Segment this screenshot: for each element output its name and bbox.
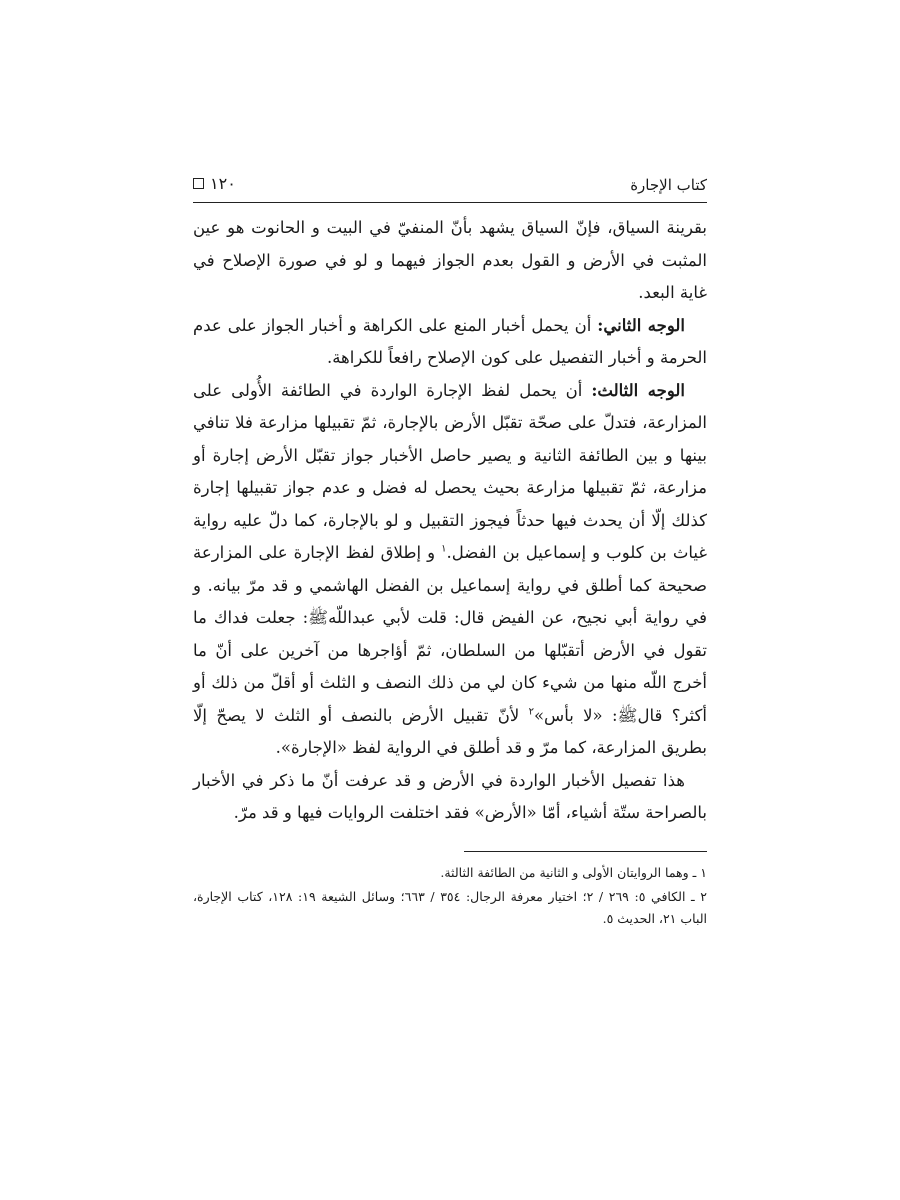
book-title: كتاب الإجارة: [630, 176, 707, 194]
section-label-second: الوجه الثاني:: [597, 315, 685, 335]
paragraph-3-text-c: : جعلت فداك ما تقول في الأرض أتقبّلها من السلطان، ثمّ أؤاجرها من آخرين على أنّ ما أخرج اللّه منها من شيء كان لي من ذلك النصف و الثلث أو أقلّ من ذلك أو أكثر؟ قال: [193, 608, 707, 725]
footnote-ref-2: ٢: [528, 706, 534, 717]
footnote-1: ١ ـ وهما الروايتان الأولى و الثانية من الطائفة الثالثة.: [440, 865, 707, 880]
paragraph-3-text-e: لأنّ تقبيل الأرض بالنصف أو الثلث لا يصحّ إلّا بطريق المزارعة، كما مرّ و قد أطلق في الرواية لفظ «الإجارة».: [193, 705, 707, 757]
paragraph-3-text-b: و إطلاق لفظ الإجارة على المزارعة صحيحة كما أطلق في رواية إسماعيل بن الفضل الهاشمي و قد مرّ بيانه. و في رواية أبي نجيح، عن الفيض قال: قلت لأبي عبداللّه: [193, 543, 707, 627]
section-label-third: الوجه الثالث:: [591, 380, 685, 400]
paragraph-2-text: أن يحمل أخبار المنع على الكراهة و أخبار الجواز على عدم الحرمة و أخبار التفصيل على كون الإصلاح رافعاً للكراهة.: [193, 315, 707, 367]
honorific-symbol-1: ﷺ: [308, 608, 329, 627]
running-header: [193, 168, 707, 203]
square-bullet-icon: [193, 178, 204, 189]
paragraph-3-text-a: أن يحمل لفظ الإجارة الواردة في الطائفة الأُولى على المزارعة، فتدلّ على صحّة تقبّل الأرض بالإجارة، ثمّ تقبيلها مزارعة فلا تنافي بينها و بين الطائفة الثانية و يصير حاصل الأخبار جواز تقبّل الأرض إجارة أو مزارعة، ثمّ تقبيلها مزارعة بحيث يحصل له فضل و عدم جواز تقبيلها إجارة كذلك إلّا أن يحدث فيها حدثاً فيجوز التقبيل و لو بالإجارة، كما دلّ عليه رواية غياث بن كلوب و إسماعيل بن الفضل.: [193, 380, 708, 562]
footnotes: [193, 862, 707, 932]
main-text: [193, 212, 707, 830]
paragraph-1: بقرينة السياق، فإنّ السياق يشهد بأنّ المنفيّ في البيت و الحانوت هو عين المثبت في الأرض و القول بعدم الجواز فيهما و لو في صورة الإصلاح في غاية البعد.: [193, 218, 707, 302]
paragraph-2: [193, 310, 707, 375]
paragraph-3-text-d: : «لا بأس»: [533, 705, 618, 725]
page-number: ١٢٠: [210, 174, 236, 193]
honorific-symbol-2: ﷺ: [617, 705, 638, 725]
page-number-group: [193, 174, 236, 193]
footnote-divider: [464, 851, 707, 852]
footnote-ref-1: ١: [441, 543, 447, 555]
paragraph-4: هذا تفصيل الأخبار الواردة في الأرض و قد عرفت أنّ ما ذكر في الأخبار بالصراحة ستّة أشياء، أمّا «الأرض» فقد اختلفت الروايات فيها و قد مرّ.: [193, 770, 707, 822]
footnote-2: ٢ ـ الكافي ٥: ٢٦٩ / ٢؛ اختيار معرفة الرجال: ٣٥٤ / ٦٦٣؛ وسائل الشيعة ١٩: ١٢٨، كتاب الإجارة، الباب ٢١، الحديث ٥.: [193, 889, 707, 926]
paragraph-3: [193, 375, 707, 765]
